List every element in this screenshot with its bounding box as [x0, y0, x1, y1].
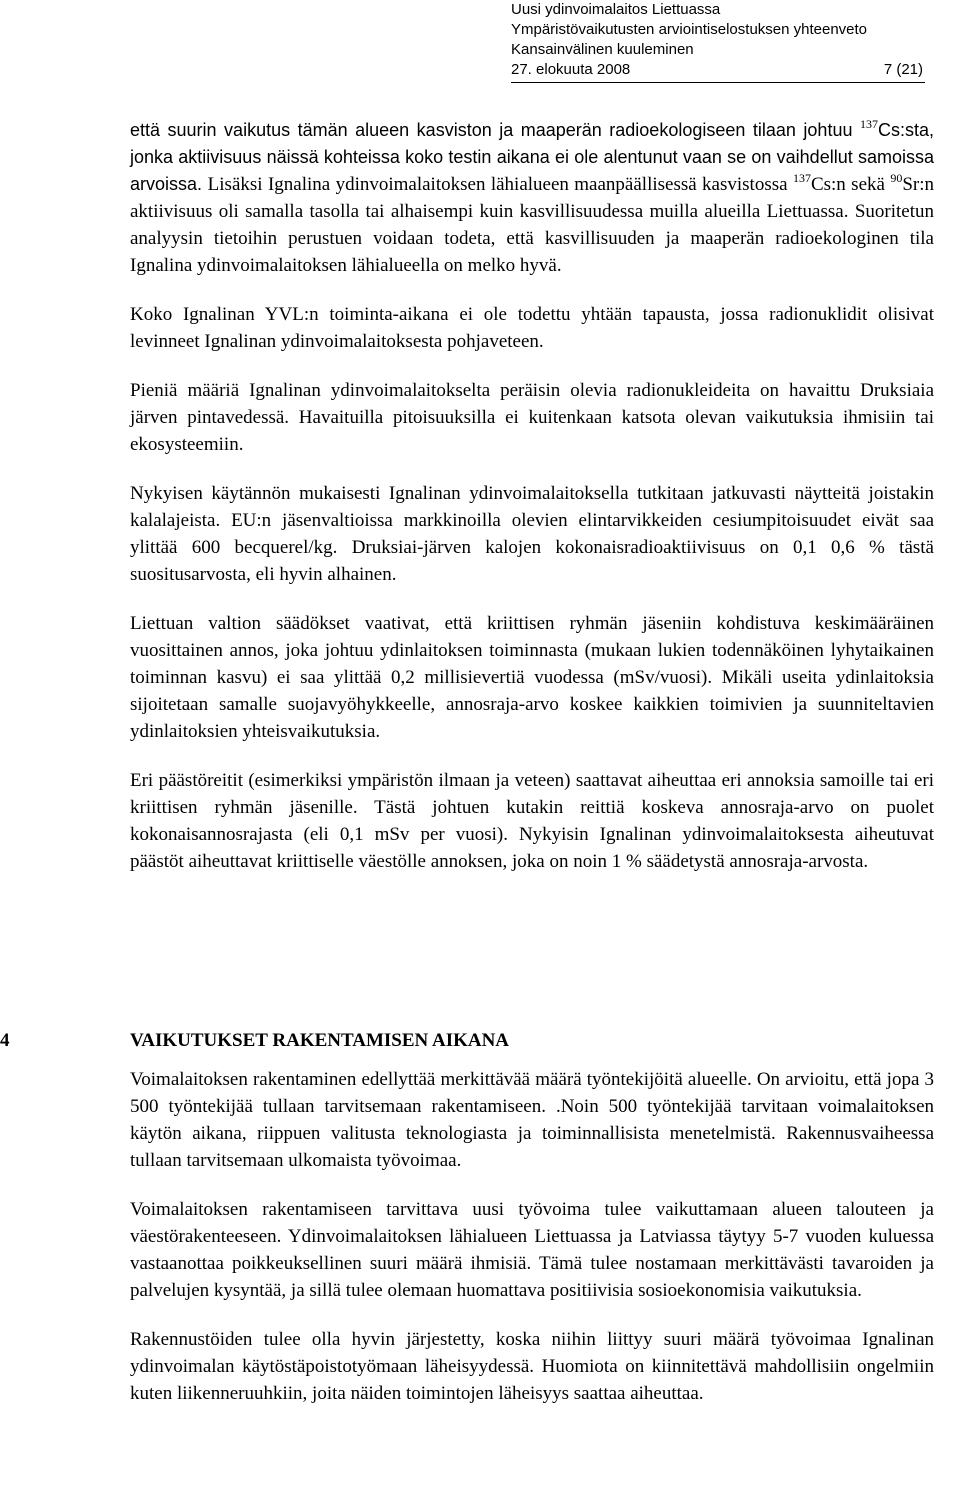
paragraph: Rakennustöiden tulee olla hyvin järjestetty, koska niihin liittyy suuri määrä työvoimaa Ignalinan ydinvoimalan käytöstäpoistotyömaan läheisyydessä. Huomiota on kiinnitettävä mahdollisiin ongelmiin kuten liikenneruuhkiin, joita näiden toimintojen läheisyys saattaa aiheuttaa. [130, 1329, 934, 1404]
paragraph-text: Lisäksi Ignalina ydinvoimalaitoksen lähialueen maanpäällisessä kasvistossa [207, 174, 793, 195]
header-line-subtitle: Ympäristövaikutusten arviointiselostuksen yhteenveto [511, 21, 868, 38]
paragraph: Voimalaitoksen rakentaminen edellyttää merkittävää määrä työntekijöitä alueelle. On arvioitu, että jopa 3 500 työntekijää tullaan tarvitsemaan rakentamiseen. .Noin 500 työntekijää tarvitaan voimalaitoksen käytön aikana, riippuen valitusta teknologiasta ja toiminnallisista menetelmistä. Rakennusvaiheessa tullaan tarvitsemaan ulkomaista työvoimaa. [130, 1069, 934, 1171]
isotope-superscript: 137 [792, 171, 811, 185]
header-divider [511, 82, 925, 83]
paragraph: Liettuan valtion säädökset vaativat, että kriittisen ryhmän jäseniin kohdistuva keskimääräinen vuosittainen annos, joka johtuu ydinlaitoksen toiminnasta (mukaan lukien todennäköinen lyhytaikainen toiminnan kasvu) ei saa ylittää 0,2 millisievertiä vuodessa (mSv/vuosi). Mikäli useita ydinlaitoksia sijoitetaan samalle suojavyöhykkeelle, annosraja-arvo koskee kaikkien toimivien ja suunniteltavien ydinlaitoksien yhteisvaikutuksia. [130, 613, 934, 742]
paragraph: Eri päästöreitit (esimerkiksi ympäristön ilmaan ja veteen) saattavat aiheuttaa eri annoksia samoille tai eri kriittisen ryhmän jäsenille. Tästä johtuen kutakin reittiä koskeva annosraja-arvo on puolet kokonaisannosrajasta (eli 0,1 mSv per vuosi). Nykyisin Ignalinan ydinvoimalaitoksesta aiheutuvat päästöt aiheuttavat kriittiselle väestölle annoksen, joka on noin 1 % säädetystä annosraja-arvosta. [130, 770, 934, 872]
paragraph-text: Suoritetun analyysin tietoihin perustuen voidaan todeta, että kasvillisuuden ja maaperän radioekologinen tila Ignalina ydinvoimalaitoksen lähialueella on melko hyvä. [130, 201, 934, 276]
body-upper [130, 117, 934, 897]
section-number: 4 [0, 1030, 10, 1051]
section-title: VAIKUTUKSET RAKENTAMISEN AIKANA [130, 1030, 510, 1051]
paragraph: Pieniä määriä Ignalinan ydinvoimalaitokselta peräisin olevia radionukleideita on havaittu Druksiaia järven pintavedessä. Havaituilla pitoisuuksilla ei kuitenkaan katsota olevan vaikutuksia ihmisiin tai ekosysteemiin. [130, 380, 934, 455]
paragraph-text: Cs:n sekä [810, 174, 891, 195]
paragraph: Nykyisen käytännön mukaisesti Ignalinan ydinvoimalaitoksella tutkitaan jatkuvasti näytteitä joistakin kalalajeista. EU:n jäsenvaltioissa markkinoilla olevien elintarvikkeiden cesiumpitoisuudet eivät saa ylittää 600 becquerel/kg. Druksiai-järven kalojen kokonaisradioaktiivisuus on 0,1 0,6 % tästä suositusarvosta, eli hyvin alhainen. [130, 483, 934, 585]
section-heading [0, 1026, 960, 1056]
paragraph: Voimalaitoksen rakentamiseen tarvittava uusi työvoima tulee vaikuttamaan alueen talouteen ja väestörakenteeseen. Ydinvoimalaitoksen lähialueen Liettuassa ja Latviassa täytyy 5-7 vuoden kuluessa vastaanottaa poikkeuksellinen suuri määrä ihmisiä. Tämä tulee nostamaan merkittävästi tavaroiden ja palvelujen kysyntää, ja sillä tulee olemaan huomattava positiivisia sosioekonomisia vaikutuksia. [130, 1199, 934, 1301]
paragraph: Koko Ignalinan YVL:n toiminta-aikana ei ole todettu yhtään tapausta, jossa radionuklidit olisivat levinneet Ignalinan ydinvoimalaitoksesta pohjaveteen. [130, 304, 934, 352]
header-date-row [511, 60, 923, 80]
isotope-superscript: 90 [890, 171, 903, 185]
paragraph-text: Cs:sta, jonka aktiivisuus näissä kohteissa koko testin aikana ei ole alentunut vaan se on vaihdellut samoissa arvoissa. [130, 120, 934, 194]
header-line-title: Uusi ydinvoimalaitos Liettuassa [511, 1, 721, 18]
page-number: 7 (21) [883, 61, 923, 78]
isotope-superscript: 137 [859, 117, 878, 131]
header-line-context: Kansainvälinen kuuleminen [511, 41, 694, 58]
paragraph-text: että suurin vaikutus tämän alueen kasviston ja maaperän radioekologiseen tilaan johtuu [130, 120, 860, 140]
header-date: 27. elokuuta 2008 [511, 61, 631, 78]
paragraph [130, 117, 934, 279]
page-header [511, 0, 923, 80]
body-lower [130, 1066, 934, 1429]
paragraph-text: Sr:n aktiivisuus oli samalla tasolla tai alhaisempi kuin kasvillisuudessa muilla alueilla Liettuassa. [130, 174, 935, 222]
